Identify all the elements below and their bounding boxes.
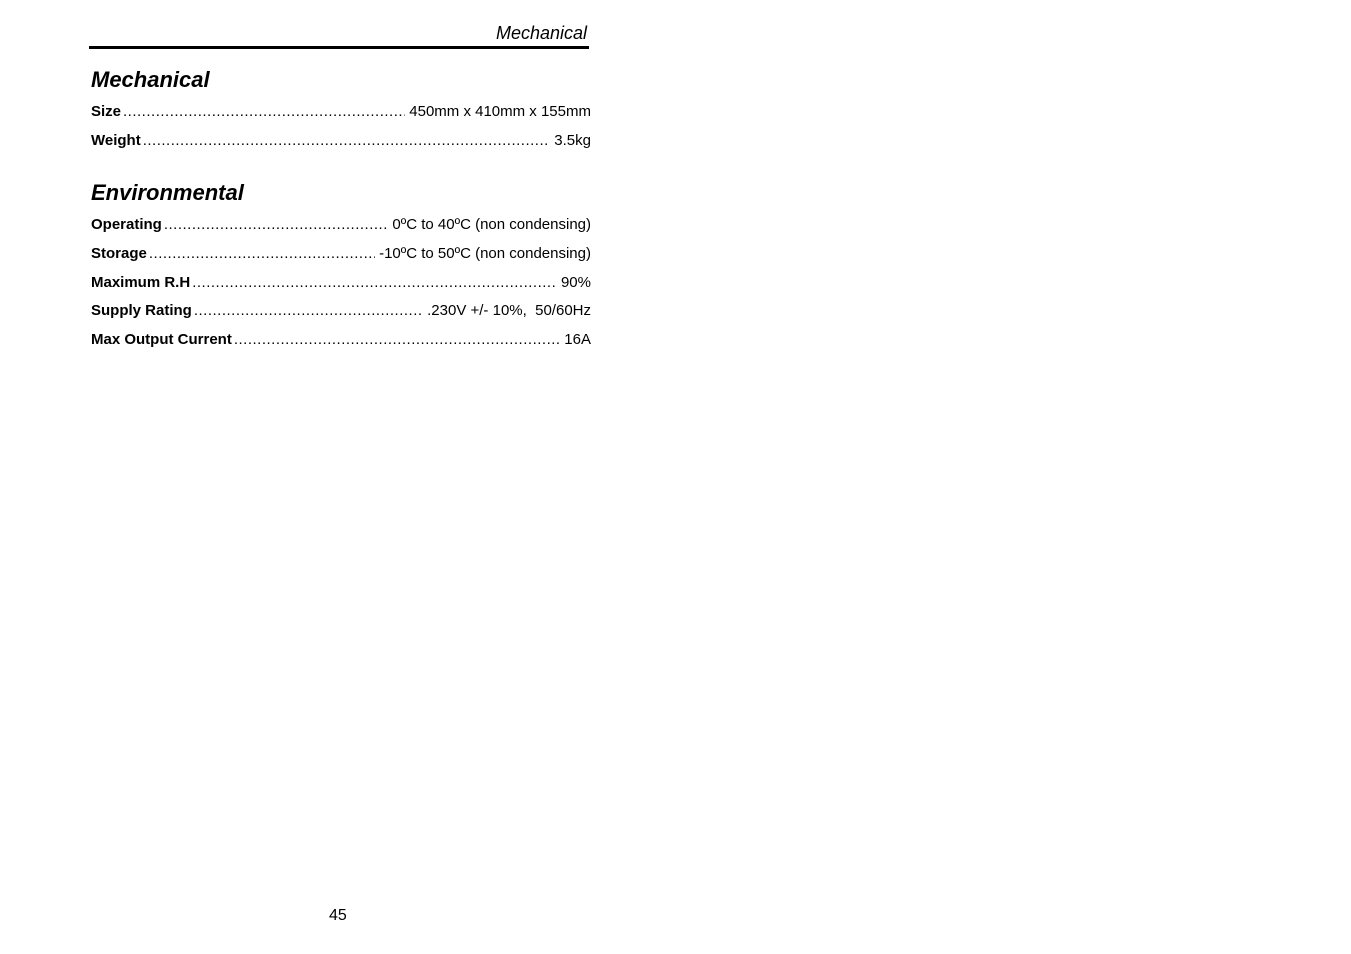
dot-leader xyxy=(123,102,405,122)
spec-label: Size xyxy=(91,103,122,120)
spec-row-storage xyxy=(91,244,591,264)
dot-leader xyxy=(192,273,557,293)
spec-value: .230V +/- 10%, 50/60Hz xyxy=(427,302,591,319)
running-header xyxy=(89,21,589,49)
dot-leader xyxy=(143,131,551,151)
environmental-section-title: Environmental xyxy=(91,180,244,205)
spec-row-max-rh xyxy=(91,273,591,293)
spec-value: 90% xyxy=(560,274,591,291)
spec-label: Operating xyxy=(91,216,162,233)
dot-leader xyxy=(234,330,560,350)
dot-leader xyxy=(194,301,423,321)
spec-row-max-output-current xyxy=(91,330,591,350)
spec-value: 0ºC to 40ºC (non condensing) xyxy=(392,216,591,233)
spec-value: 450mm x 410mm x 155mm xyxy=(409,103,591,120)
spec-row-weight xyxy=(91,131,591,151)
spec-value: 16A xyxy=(564,331,591,348)
dot-leader xyxy=(149,244,375,264)
spec-value: 3.5kg xyxy=(554,132,591,149)
mechanical-section-title: Mechanical xyxy=(91,67,210,92)
spec-label: Weight xyxy=(91,132,141,149)
running-header-title: Mechanical xyxy=(495,23,587,43)
dot-leader xyxy=(164,215,389,235)
spec-label: Maximum R.H xyxy=(91,274,191,291)
spec-label: Max Output Current xyxy=(91,331,232,348)
spec-label: Storage xyxy=(91,245,147,262)
spec-value: -10ºC to 50ºC (non condensing) xyxy=(379,245,591,262)
spec-row-supply-rating xyxy=(91,301,591,321)
spec-row-size xyxy=(91,102,591,122)
page-number: 45 xyxy=(329,907,347,924)
spec-label: Supply Rating xyxy=(91,302,192,319)
spec-row-operating xyxy=(91,215,591,235)
